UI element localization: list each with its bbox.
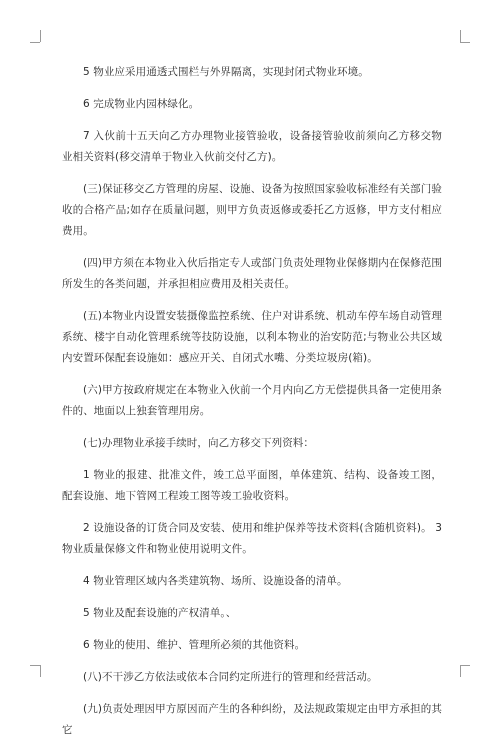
paragraph: 6 完成物业内园林绿化。 [83,98,200,110]
paragraph: 4 物业管理区域内各类建筑物、场所、设施设备的清单。 [83,575,348,587]
paragraph: (九)负责处理因甲方原因而产生的各种纠纷，及法规政策规定由甲方承担的其它 [62,703,442,736]
paragraph: (四)甲方须在本物业入伙后指定专人或部门负责处理物业保修期内在保修范围所发生的各类问题，并承担相应费用及相关责任。 [62,257,442,290]
document-body [62,62,442,752]
paragraph: 5 物业应采用通透式围栏与外界隔离，实现封闭式物业环境。 [83,66,369,78]
paragraph: (三)保证移交乙方管理的房屋、设施、设备为按照国家验收标准经有关部门验收的合格产品;如存在质量问题，则甲方负责返修或委托乙方返修，甲方支付相应费用。 [62,183,442,237]
paragraph: 5 物业及配套设施的产权清单。、 [83,607,237,619]
paragraph: 2 设施设备的订货合同及安装、使用和维护保养等技术资料(含随机资料)。 3 物业质量保修文件和物业使用说明文件。 [62,522,442,555]
paragraph: 6 物业的使用、维护、管理所必须的其他资料。 [83,639,306,651]
paragraph: 1 物业的报建、批准文件，竣工总平面图，单体建筑、结构、设备竣工图，配套设施、地下管网工程竣工图等竣工验收资料。 [62,469,442,502]
paragraph: (六)甲方按政府规定在本物业入伙前一个月内向乙方无偿提供具备一定使用条件的、地面以上独套管理用房。 [62,384,442,417]
paragraph: (八)不干涉乙方依法或依本合同约定所进行的管理和经营活动。 [83,671,378,683]
paragraph: 7 入伙前十五天向乙方办理物业接管验收，设备接管验收前须向乙方移交物业相关资料(移交清单于物业入伙前交付乙方)。 [62,130,442,163]
paragraph: (五)本物业内设置安装摄像监控系统、住户对讲系统、机动车停车场自动管理系统、楼宇自动化管理系统等技防设施，以利本物业的治安防范;与物业公共区域内安置环保配套设施如：感应开关、自闭式水嘴、分类垃圾房(箱)。 [62,310,442,364]
paragraph: (七)办理物业承接手续时，向乙方移交下列资料： [83,437,314,449]
